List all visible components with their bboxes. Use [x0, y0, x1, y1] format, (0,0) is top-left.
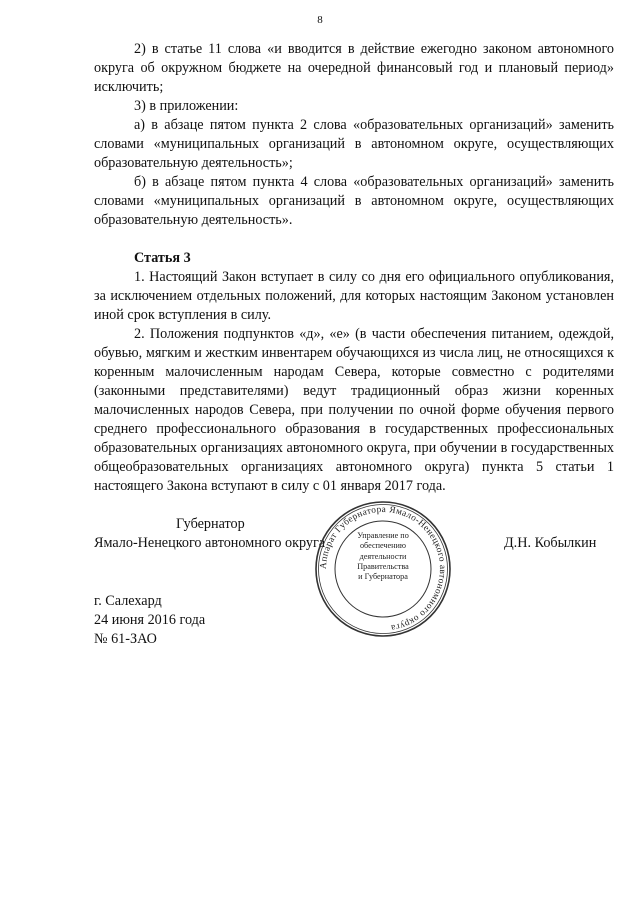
stamp-line: обеспечению: [359, 541, 407, 551]
paragraph-subitem-a: а) в абзаце пятом пункта 2 слова «образовательных организаций» заменить словами «муниципальных организаций в автономном округе, осуществляющих образовательную деятельность»;: [94, 117, 614, 171]
signatory-title-line2: Ямало-Ненецкого автономного округа: [94, 535, 326, 551]
stamp-ring-text: Аппарат Губернатора Ямало-Ненецкого автономного округа: [318, 504, 448, 633]
article-heading: Статья 3: [134, 250, 191, 266]
footer-date: 24 июня 2016 года: [94, 612, 206, 628]
footer-number: № 61-ЗАО: [94, 631, 157, 647]
article-paragraph-1: 1. Настоящий Закон вступает в силу со дня его официального опубликования, за исключением отдельных положений, для которых настоящим Законом установлен иной срок вступления в силу.: [94, 269, 614, 323]
official-stamp: [314, 500, 452, 638]
page-number: 8: [317, 14, 323, 26]
signatory-name: Д.Н. Кобылкин: [504, 535, 597, 551]
signatory-title-line1: Губернатор: [176, 516, 245, 532]
document-footer: [94, 592, 205, 649]
paragraph-item-3: 3) в приложении:: [134, 98, 239, 114]
footer-city: г. Салехард: [94, 593, 162, 609]
article-paragraph-2: 2. Положения подпунктов «д», «е» (в части обеспечения питанием, одеждой, обувью, мягким и жестким инвентарем обучающихся из числа лиц, не относящихся к коренным малочисленным народам Севера, которые совместно с родителями (законными представителями) ведут традиционный образ жизни коренных малочисленных народов Севера, при получении по очной форме обучения первого среднего профессионального образования в государственных профессиональных образовательных организациях автономного округа, при обучении в государственных общеобразовательных организациях автономного округа) пункта 5 статьи 1 настоящего Закона вступают в силу с 01 января 2017 года.: [94, 326, 614, 494]
paragraph-subitem-b: б) в абзаце пятом пункта 4 слова «образовательных организаций» заменить словами «муниципальных организаций в автономном округе, осуществляющих образовательную деятельность».: [94, 174, 614, 228]
stamp-line: Управление по: [357, 531, 409, 540]
stamp-line: Правительства: [357, 561, 409, 571]
stamp-line: деятельности: [359, 551, 407, 561]
stamp-center-text: [342, 531, 424, 582]
paragraph-item-2: 2) в статье 11 слова «и вводится в действие ежегодно законом автономного округа об окружном бюджете на очередной финансовый год и плановый период» исключить;: [94, 41, 614, 95]
stamp-line: и Губернатора: [358, 572, 408, 582]
document-body: [94, 40, 614, 496]
